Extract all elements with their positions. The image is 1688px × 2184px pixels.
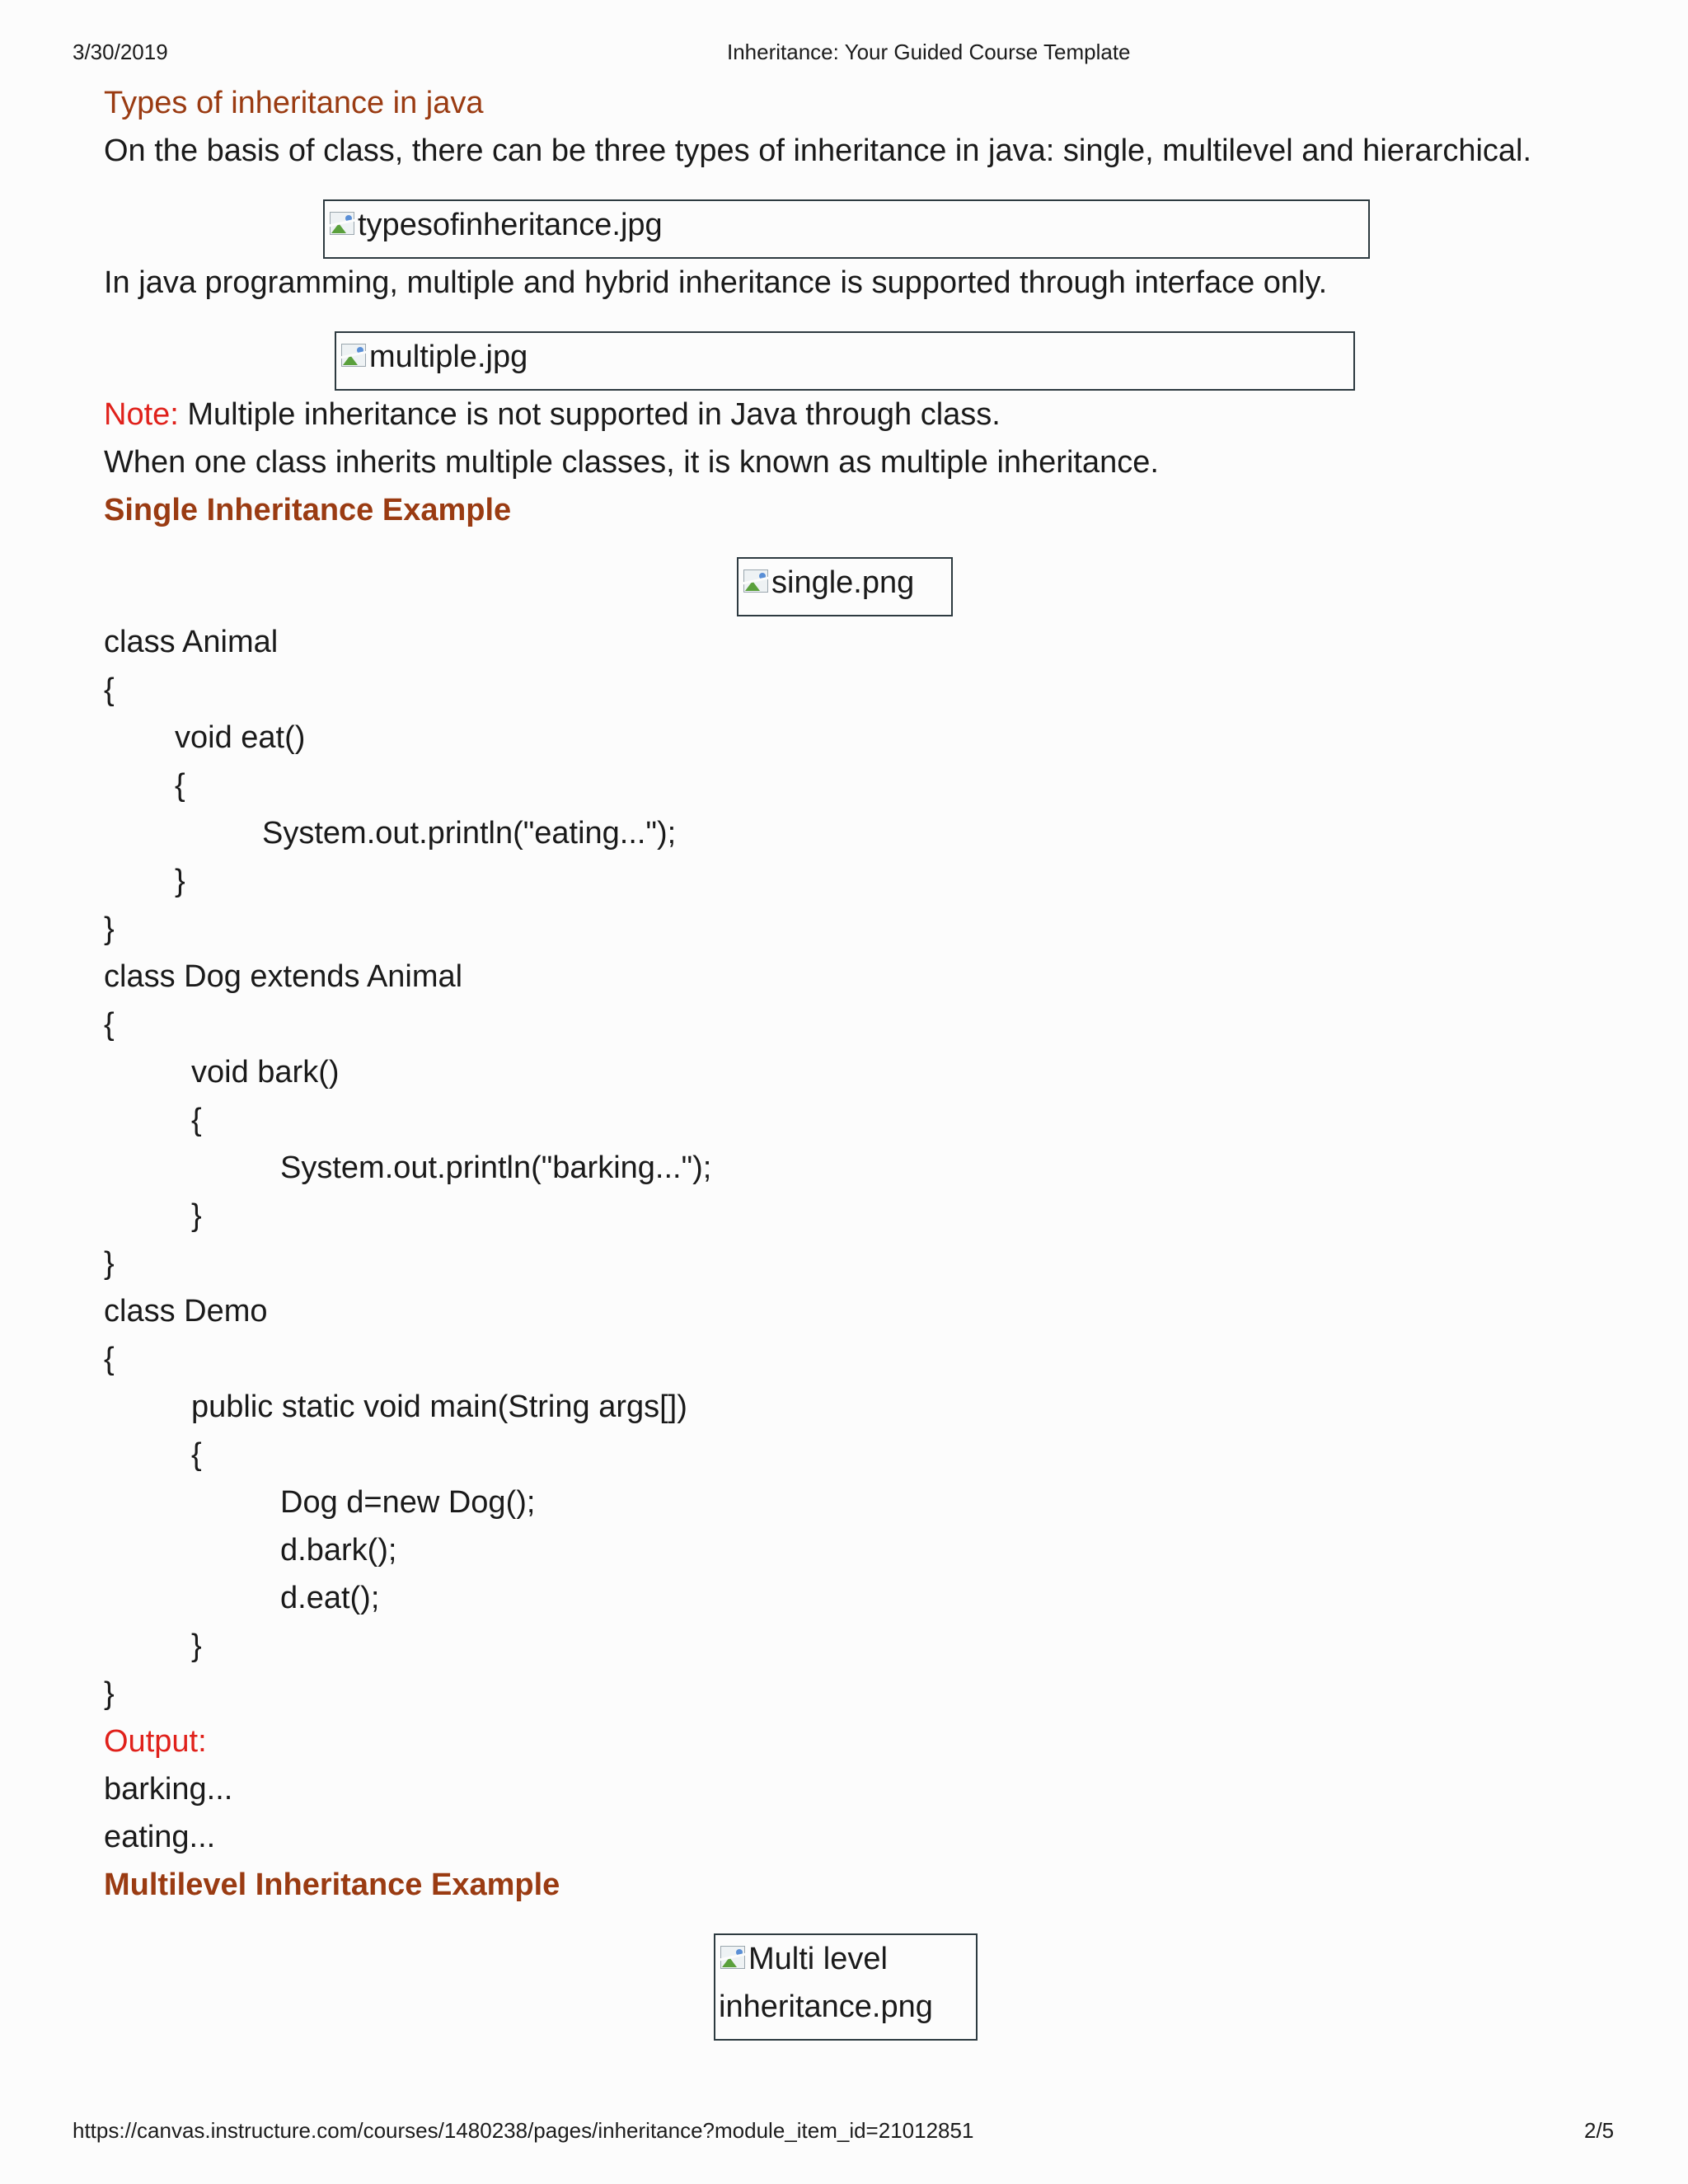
interface-paragraph: In java programming, multiple and hybrid inheritance is supported through interface only.	[104, 265, 1328, 300]
code-line: }	[175, 864, 185, 898]
note-paragraph	[104, 391, 1001, 438]
code-line: }	[191, 1198, 202, 1233]
broken-image-icon	[719, 1944, 747, 1972]
code-line: System.out.println("eating...");	[262, 816, 677, 851]
code-line: class Dog extends Animal	[104, 959, 463, 994]
code-line: }	[104, 1676, 115, 1711]
output-line: barking...	[104, 1772, 233, 1807]
multiple-definition-paragraph: When one class inherits multiple classes, it is known as multiple inheritance.	[104, 445, 1159, 480]
code-line: {	[191, 1437, 202, 1472]
image-alt-text-line2: inheritance.png	[719, 1990, 933, 2024]
code-line: System.out.println("barking...");	[280, 1151, 712, 1185]
code-line: Dog d=new Dog();	[280, 1485, 536, 1520]
code-line: class Demo	[104, 1294, 268, 1329]
code-line: {	[191, 1103, 202, 1137]
image-alt-text: multiple.jpg	[369, 340, 528, 374]
output-line: eating...	[104, 1820, 216, 1854]
image-alt-text: typesofinheritance.jpg	[358, 208, 663, 242]
broken-image-icon	[742, 568, 770, 596]
code-line: {	[104, 1342, 115, 1376]
code-line: {	[175, 768, 185, 803]
image-multiple-inheritance	[335, 331, 1355, 391]
image-alt-text: single.png	[771, 565, 915, 600]
code-line: }	[191, 1629, 202, 1663]
broken-image-icon	[340, 342, 368, 370]
image-single-inheritance	[737, 557, 953, 616]
print-page-number: 2/5	[1584, 2118, 1615, 2143]
code-line: }	[104, 912, 115, 946]
code-line: {	[104, 1007, 115, 1042]
code-line: void eat()	[175, 720, 306, 755]
code-line: {	[104, 673, 115, 707]
code-line: d.eat();	[280, 1581, 380, 1615]
image-multilevel-inheritance	[714, 1933, 978, 2041]
print-date: 3/30/2019	[73, 40, 168, 64]
multilevel-inheritance-heading: Multilevel Inheritance Example	[104, 1868, 560, 1902]
code-line: public static void main(String args[])	[191, 1390, 687, 1424]
code-line: void bark()	[191, 1055, 340, 1090]
note-label: Note:	[104, 397, 179, 432]
code-line: class Animal	[104, 625, 279, 659]
code-line: }	[104, 1246, 115, 1281]
intro-paragraph: On the basis of class, there can be three types of inheritance in java: single, multilevel and hierarchical.	[104, 134, 1532, 168]
image-alt-text-line1: Multi level	[748, 1942, 888, 1976]
broken-image-icon	[328, 210, 356, 238]
code-line: d.bark();	[280, 1533, 397, 1568]
note-text: Multiple inheritance is not supported in Java through class.	[178, 397, 1001, 432]
output-label: Output:	[104, 1724, 207, 1759]
print-page-title: Inheritance: Your Guided Course Template	[727, 40, 1131, 64]
single-inheritance-heading: Single Inheritance Example	[104, 493, 512, 527]
print-url: https://canvas.instructure.com/courses/1480238/pages/inheritance?module_item_id=21012851	[73, 2118, 974, 2143]
types-heading: Types of inheritance in java	[104, 86, 484, 120]
image-types-of-inheritance	[323, 199, 1370, 259]
